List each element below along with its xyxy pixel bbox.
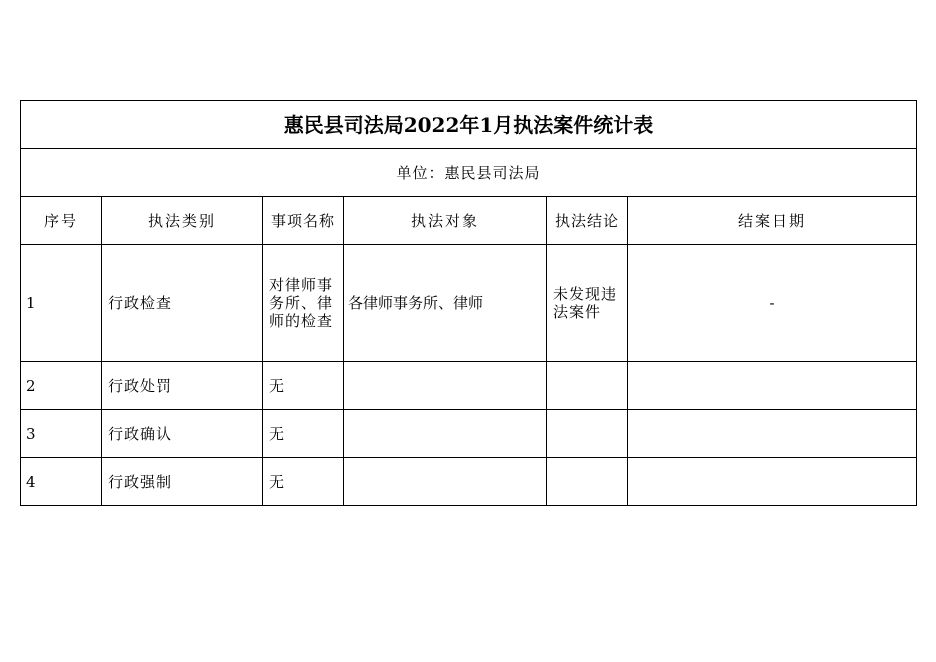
row-conclusion [547,362,628,410]
row-close-date [628,410,917,458]
table-row [21,362,917,410]
row-no: 4 [21,458,102,506]
table-title: 惠民县司法局2022年1月执法案件统计表 [21,101,917,149]
header-row [21,197,917,245]
row-target [344,410,547,458]
row-target [344,458,547,506]
row-item: 无 [263,362,344,410]
table-row [21,410,917,458]
row-category: 行政处罚 [102,362,263,410]
row-item-line: 师的检查 [269,312,334,330]
row-item: 无 [263,458,344,506]
row-conclusion [547,458,628,506]
unit-label: 单位：惠民县司法局 [21,149,917,197]
header-close-date: 结案日期 [628,197,917,245]
header-item: 事项名称 [263,197,344,245]
row-no: 1 [21,245,102,362]
row-conclusion [547,245,628,362]
row-no: 2 [21,362,102,410]
row-target: 各律师事务所、律师 [344,245,547,362]
row-conclusion-line: 法案件 [553,303,602,321]
row-close-date [628,458,917,506]
header-category: 执法类别 [102,197,263,245]
row-conclusion-line: 未发现违 [553,285,618,303]
table-row [21,245,917,362]
header-conclusion: 执法结论 [547,197,628,245]
row-target [344,362,547,410]
row-item [263,245,344,362]
header-target: 执法对象 [344,197,547,245]
row-conclusion [547,410,628,458]
row-close-date [628,362,917,410]
title-row [21,101,917,149]
row-category: 行政检查 [102,245,263,362]
row-item: 无 [263,410,344,458]
row-item-line: 务所、律 [269,294,334,312]
table-row [21,458,917,506]
enforcement-statistics-table [20,100,917,506]
row-no: 3 [21,410,102,458]
row-close-date: - [628,245,917,362]
header-no: 序号 [21,197,102,245]
row-category: 行政强制 [102,458,263,506]
unit-row [21,149,917,197]
row-category: 行政确认 [102,410,263,458]
row-item-line: 对律师事 [269,276,334,294]
